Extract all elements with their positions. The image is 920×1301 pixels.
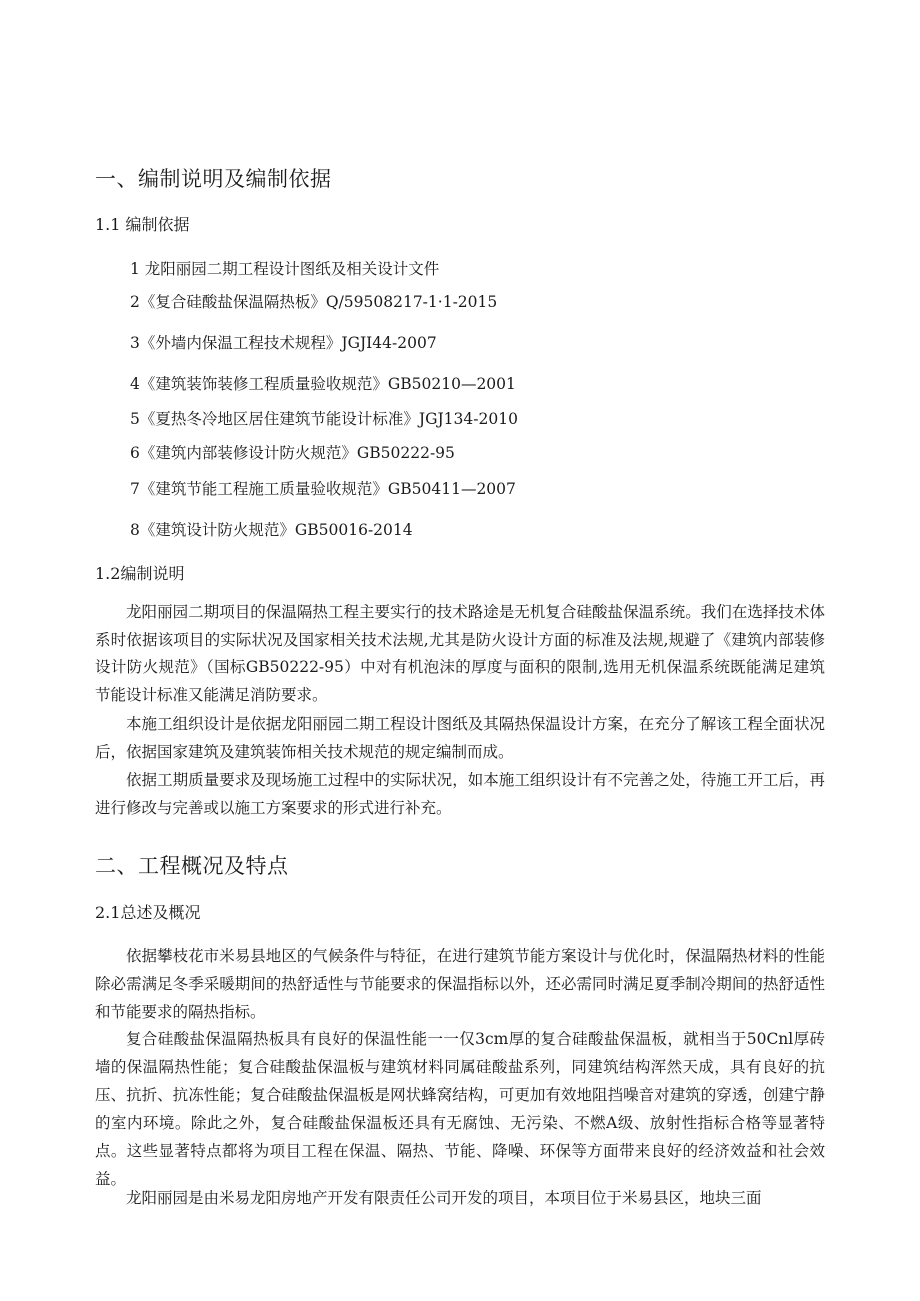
- body-paragraph: 复合硅酸盐保温隔热板具有良好的保温性能一一仅3cm厚的复合硅酸盐保温板，就相当于50Cnl厚砖墙的保温隔热性能；复合硅酸盐保温板与建筑材料同属硅酸盐系列，同建筑结构浑然天成，具有良好的抗压、抗折、抗冻性能；复合硅酸盐保温板是网状蜂窝结构，可更加有效地阻挡噪音对建筑的穿透，创建宁静的室内环境。除此之外，复合硅酸盐保温板还具有无腐蚀、无污染、不燃A级、放射性指标合格等显著特点。这些显著特点都将为项目工程在保温、隔热、节能、降噪、环保等方面带来良好的经济效益和社会效益。: [95, 1030, 825, 1188]
- subsection-1-1-heading: 1.1 编制依据: [95, 215, 190, 234]
- reference-item: 1 龙阳丽园二期工程设计图纸及相关设计文件: [130, 260, 440, 278]
- reference-item: 6《建筑内部装修设计防火规范》GB50222-95: [130, 444, 455, 462]
- section-1-heading: 一、编制说明及编制依据: [95, 167, 332, 191]
- reference-item: 2《复合硅酸盐保温隔热板》Q/59508217-1·1-2015: [130, 293, 498, 311]
- reference-item: 8《建筑设计防火规范》GB50016-2014: [130, 521, 413, 539]
- body-paragraph: 依据工期质量要求及现场施工过程中的实际状况，如本施工组织设计有不完善之处，待施工开工后，再进行修改与完善或以施工方案要求的形式进行补充。: [95, 771, 825, 817]
- body-paragraph: 龙阳丽园二期项目的保温隔热工程主要实行的技术路途是无机复合硅酸盐保温系统。我们在选择技术体系时依据该项目的实际状况及国家相关技术法规,尤其是防火设计方面的标准及法规,规避了《建筑内部装修设计防火规范》（国标GB50222-95）中对有机泡沫的厚度与面积的限制,选用无机保温系统既能满足建筑节能设计标准又能满足消防要求。: [95, 603, 825, 704]
- body-paragraph: 龙阳丽园是由米易龙阳房地产开发有限责任公司开发的项目，本项目位于米易县区，地块三面: [126, 1189, 762, 1207]
- reference-item: 4《建筑装饰装修工程质量验收规范》GB50210—2001: [130, 375, 516, 393]
- section-2-heading: 二、工程概况及特点: [95, 854, 289, 878]
- body-paragraph: 依据攀枝花市米易县地区的气候条件与特征，在进行建筑节能方案设计与优化时，保温隔热材料的性能除必需满足冬季采暖期间的热舒适性与节能要求的保温指标以外，还必需同时满足夏季制冷期间的热舒适性和节能要求的隔热指标。: [95, 947, 825, 1021]
- body-paragraph: 本施工组织设计是依据龙阳丽园二期工程设计图纸及其隔热保温设计方案，在充分了解该工程全面状况后，依据国家建筑及建筑装饰相关技术规范的规定编制而成。: [95, 715, 825, 761]
- subsection-1-2-heading: 1.2编制说明: [95, 564, 185, 583]
- reference-item: 5《夏热冬冷地区居住建筑节能设计标准》JGJ134-2010: [130, 410, 518, 428]
- subsection-2-1-heading: 2.1总述及概况: [95, 903, 201, 922]
- reference-item: 7《建筑节能工程施工质量验收规范》GB50411—2007: [130, 480, 516, 498]
- reference-item: 3《外墙内保温工程技术规程》JGJI44-2007: [130, 334, 437, 352]
